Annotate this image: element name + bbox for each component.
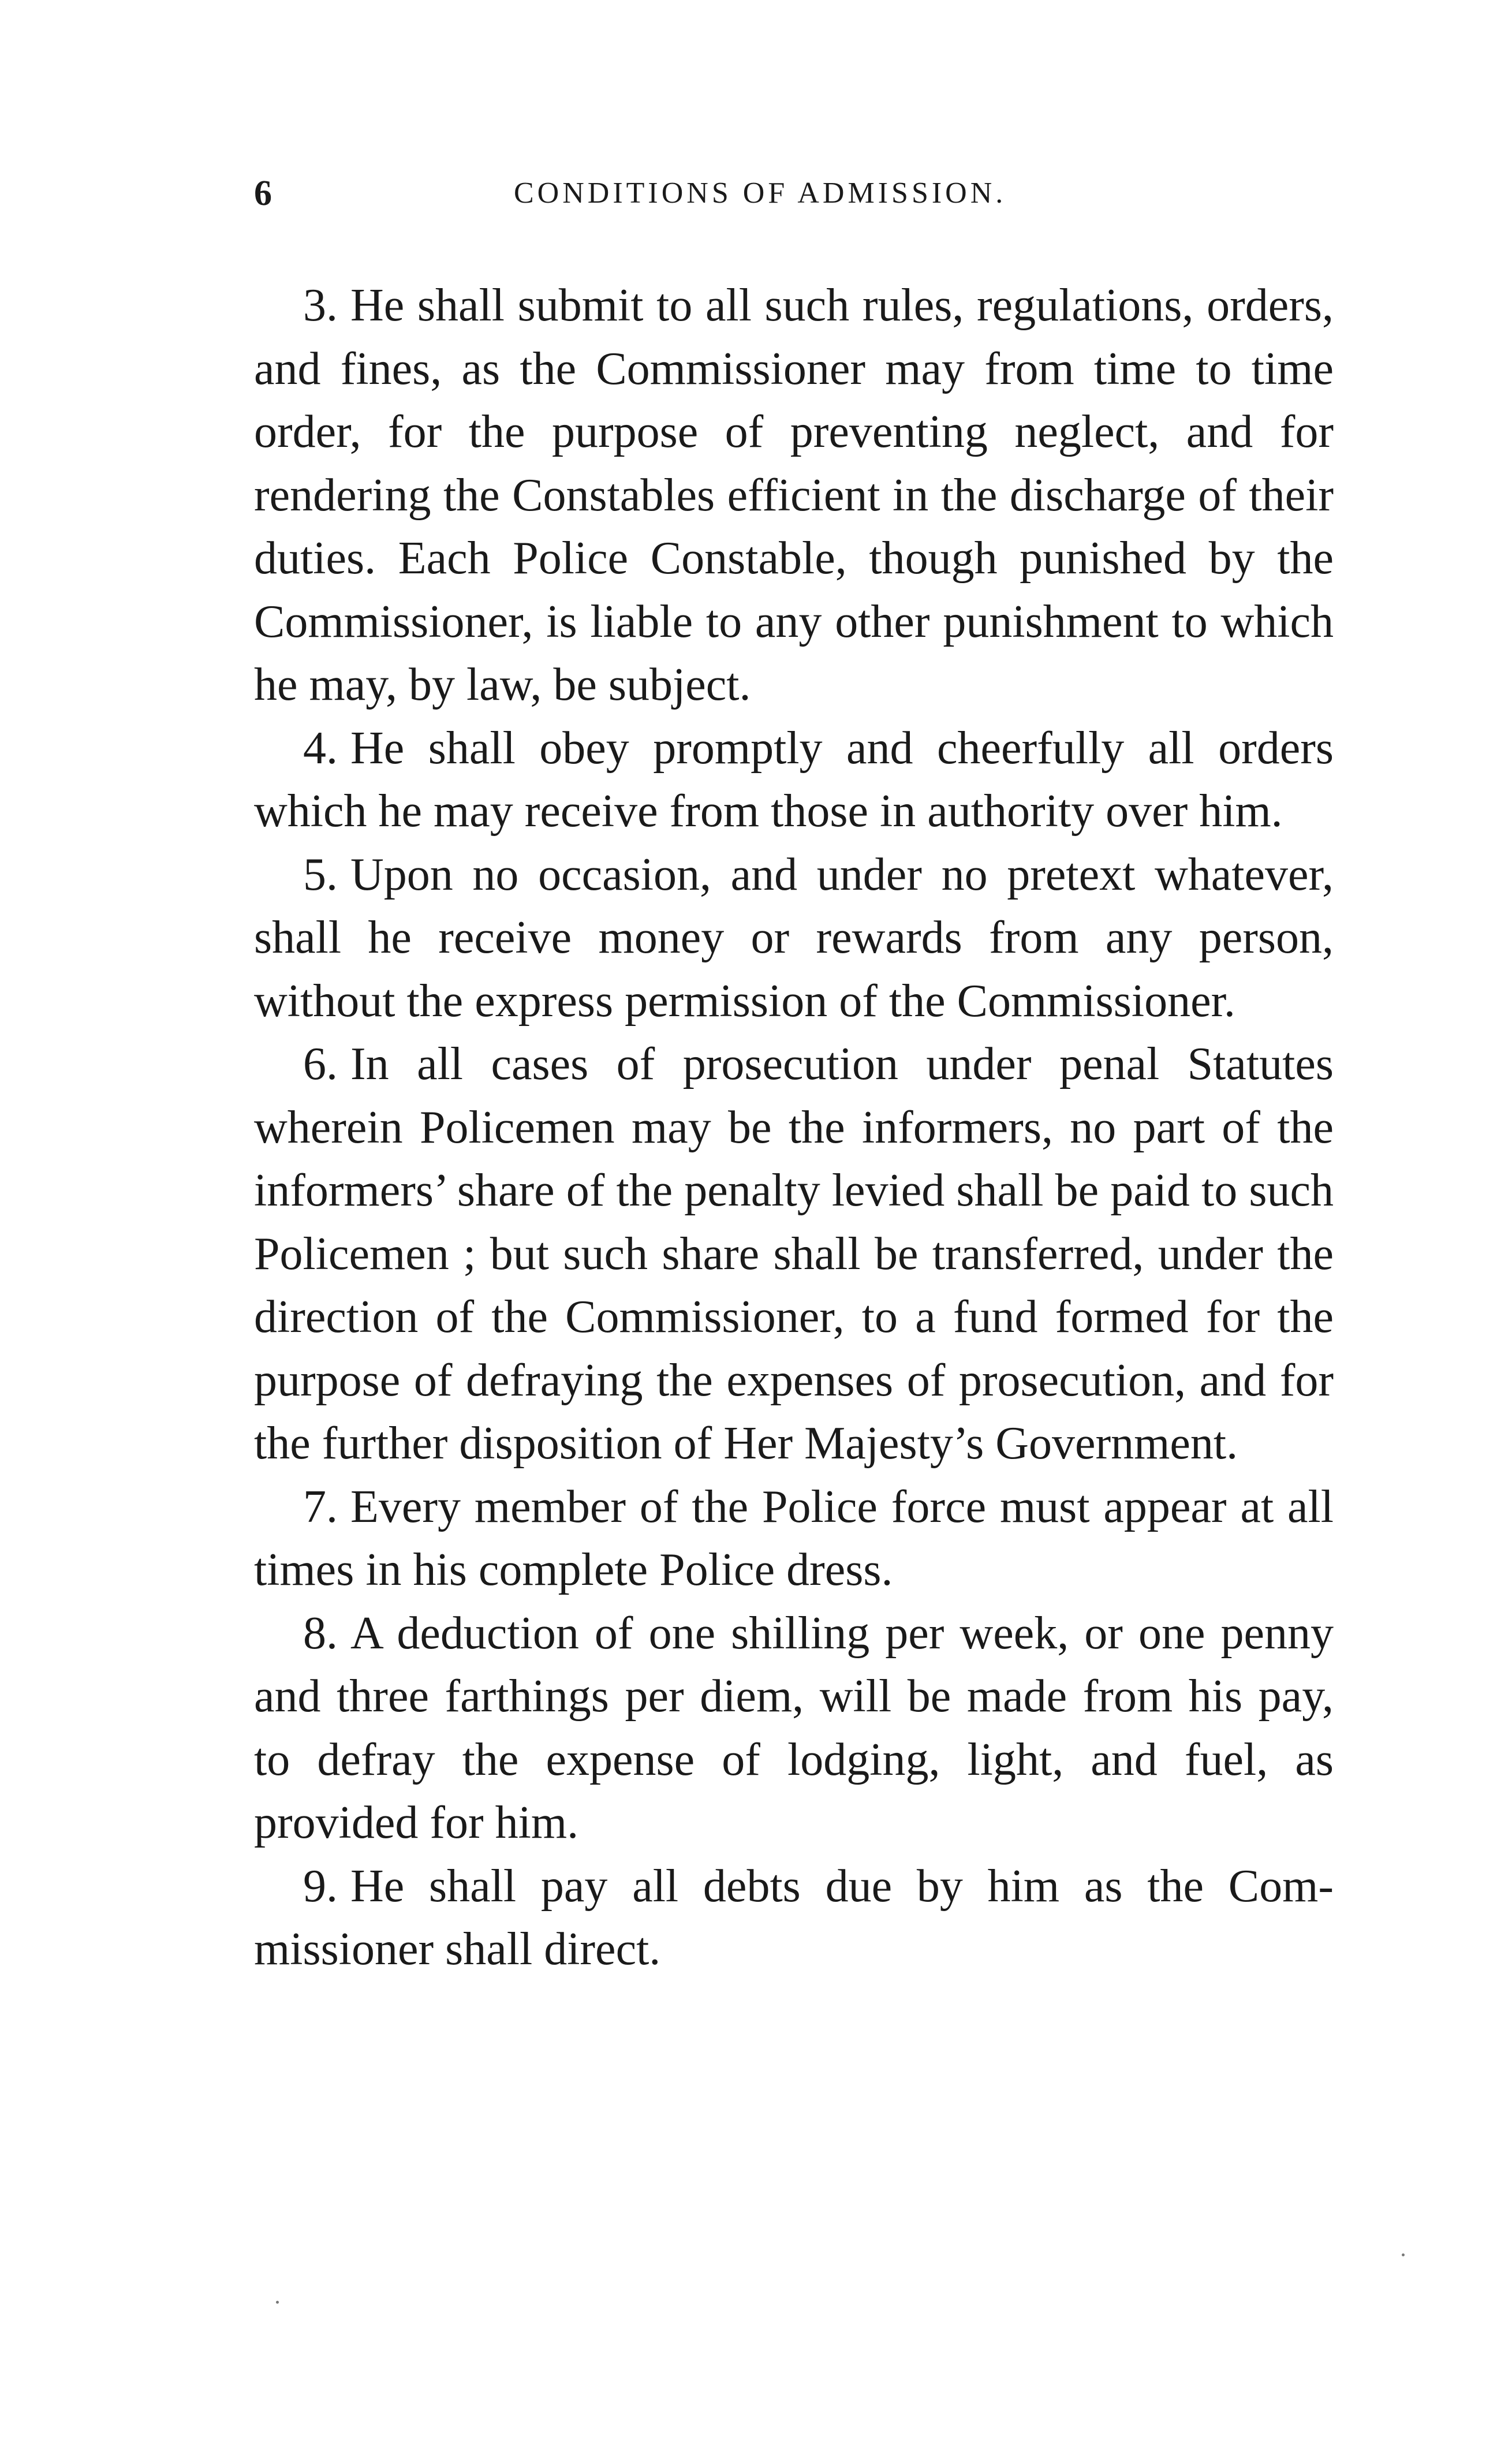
paragraph-text: He shall obey promptly and cheerfully all orders which he may receive from those in authority over him. [254,722,1334,837]
paragraph-7 [254,1476,1334,1602]
paragraph-text: In all cases of prosecution under penal Statutes wherein Policemen may be the informers, no part of the informers’ share of the penalty levied shall be paid to such Policemen ; but such share shall be transferred, under the direction of the Commissioner, to a fund formed for the purpose of defraying the expenses of prosecution, and for the further disposition of Her Majesty’s Government. [254,1039,1334,1469]
paragraph-text: A deduction of one shilling per week, or one penny and three farthings per diem, will be made from his pay, to defray the expense of lodging, light, and fuel, as provided for him. [254,1607,1334,1848]
paragraph-number: 6. [303,1039,338,1089]
paragraph-number: 9. [303,1860,338,1912]
paragraph-5 [254,844,1334,1033]
paragraph-4 [254,717,1334,844]
paragraph-text: He shall pay all debts due by him as the Commissioner shall direct. [254,1860,1334,1975]
body-text [254,274,1334,1982]
paragraph-3 [254,274,1334,717]
paragraph-text: Every member of the Police force must appear at all times in his complete Police dress. [254,1481,1334,1595]
print-speck [276,2301,279,2304]
running-title: CONDITIONS OF ADMISSION. [514,177,1007,210]
paragraph-number: 8. [303,1607,338,1659]
paragraph-number: 7. [303,1481,338,1532]
paragraph-6 [254,1033,1334,1476]
running-head [254,167,1351,219]
paragraph-number: 3. [303,280,338,331]
page-number: 6 [254,174,272,213]
paragraph-number: 4. [303,722,338,774]
paragraph-9 [254,1855,1334,1982]
print-speck [1402,2253,1405,2256]
paragraph-8 [254,1602,1334,1855]
paragraph-text: Upon no occasion, and under no pretext whatever, shall he receive money or rewards from any person, without the express permission of the Commissioner. [254,849,1334,1027]
paragraph-text: He shall submit to all such rules, regulations, orders, and fines, as the Commissioner may from time to time order, for the purpose of preventing neglect, and for rendering the Constables efficient in the discharge of their duties. Each Police Constable, though punished by the Commissioner, is liable to any other punishment to which he may, by law, be subject. [254,280,1334,710]
paragraph-number: 5. [303,849,338,900]
